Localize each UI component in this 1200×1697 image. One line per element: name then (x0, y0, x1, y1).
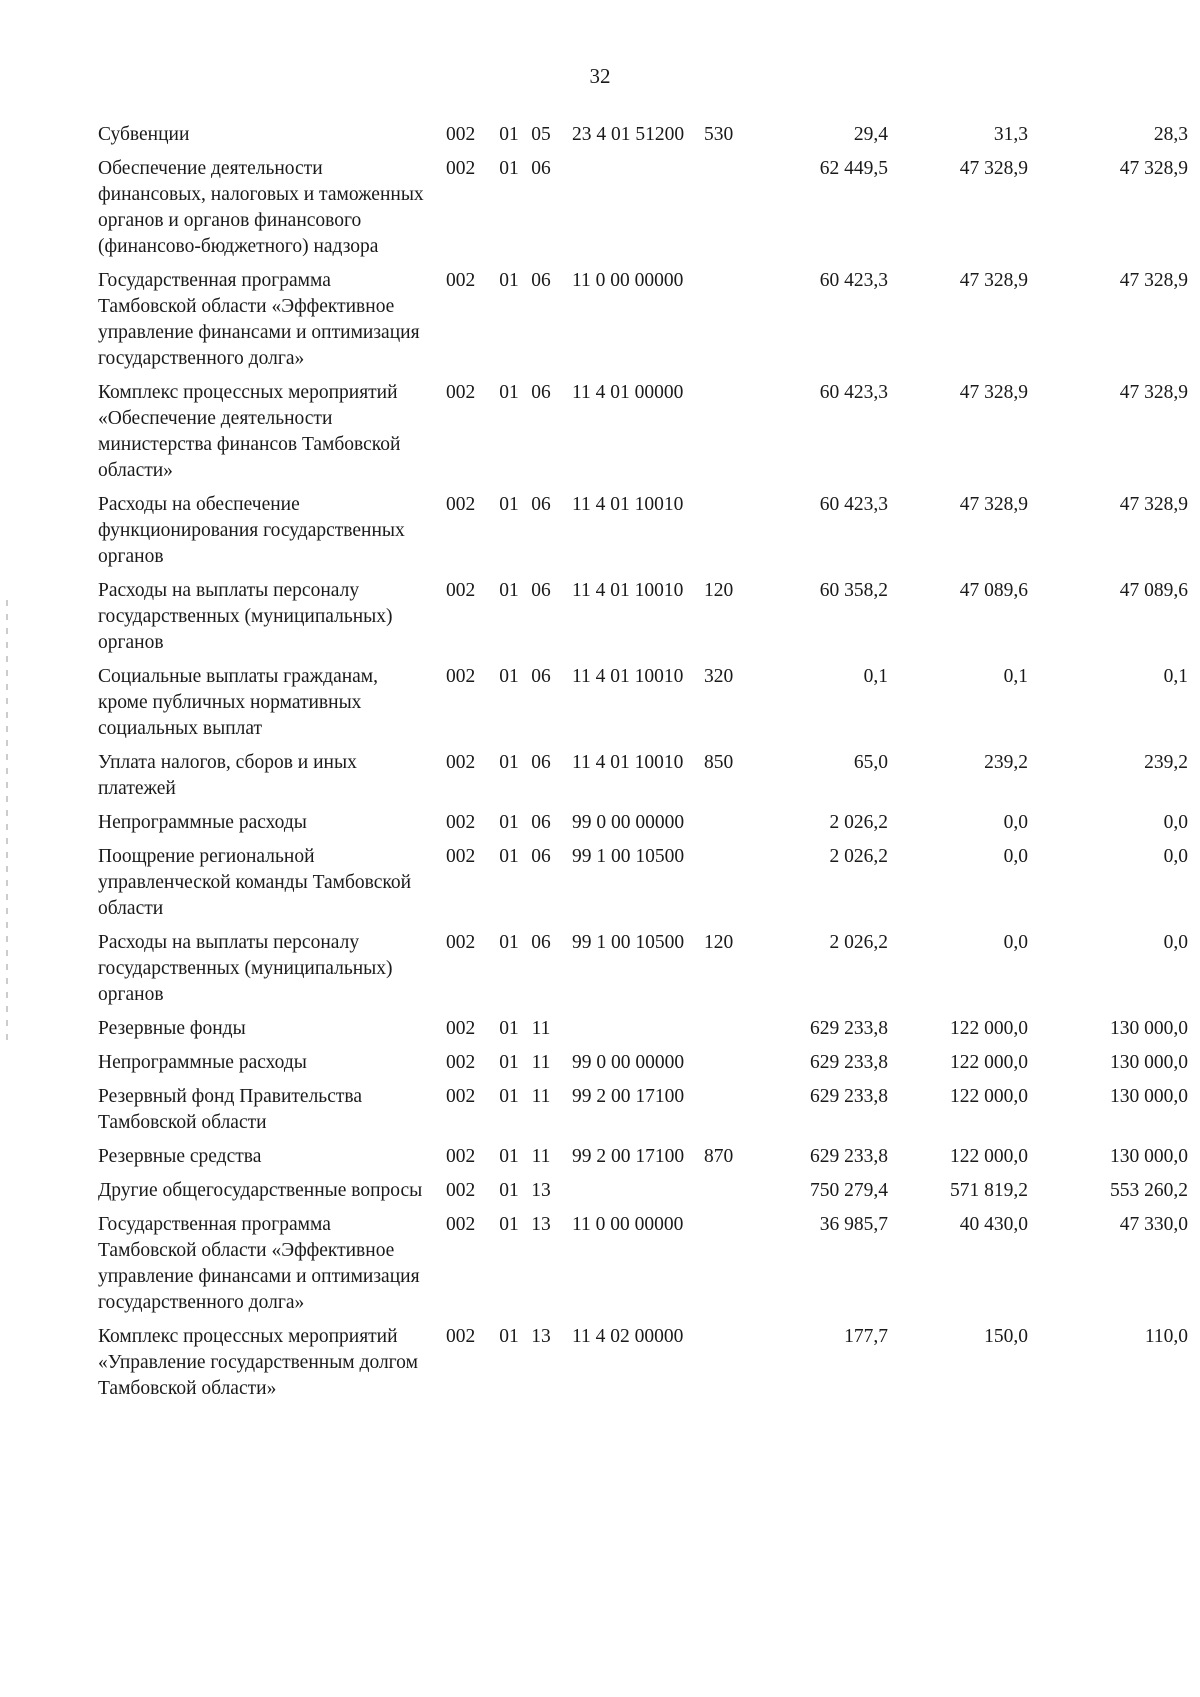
subsection-code: 13 (531, 1326, 551, 1347)
expense-type-code: 120 (704, 580, 734, 601)
amount-year-1: 2 026,2 (829, 812, 888, 833)
target-article-code: 11 4 01 00000 (572, 382, 684, 403)
amount-year-1: 36 985,7 (819, 1214, 888, 1235)
subsection-code: 06 (531, 382, 551, 403)
expense-name: Расходы на выплаты персоналу государственных (муниципальных) органов (98, 580, 393, 653)
subsection-code: 06 (531, 580, 551, 601)
expense-name: Резервные фонды (98, 1018, 246, 1039)
table-row (98, 578, 1188, 664)
amount-year-2: 0,1 (1003, 666, 1028, 687)
target-article-code (556, 156, 704, 268)
scan-edge-mark (6, 600, 8, 1040)
section-code: 01 (499, 124, 519, 145)
budget-table-body (98, 122, 1188, 1410)
expense-type-code: 320 (704, 666, 734, 687)
section-code: 01 (499, 1180, 519, 1201)
subsection-code: 06 (531, 932, 551, 953)
subsection-code: 11 (531, 1018, 551, 1039)
amount-year-3: 47 328,9 (1119, 270, 1188, 291)
amount-year-1: 65,0 (853, 752, 888, 773)
subsection-code: 11 (531, 1086, 551, 1107)
target-article-code (556, 1016, 704, 1050)
org-code: 002 (446, 666, 476, 687)
org-code: 002 (446, 494, 476, 515)
amount-year-3: 553 260,2 (1110, 1180, 1188, 1201)
target-article-code: 11 4 01 10010 (572, 494, 684, 515)
expense-type-code: 870 (704, 1146, 734, 1167)
table-row (98, 268, 1188, 380)
amount-year-1: 60 423,3 (819, 270, 888, 291)
table-row (98, 1016, 1188, 1050)
amount-year-3: 110,0 (1144, 1326, 1188, 1347)
expense-name: Поощрение региональной управленческой команды Тамбовской области (98, 846, 412, 919)
amount-year-1: 62 449,5 (819, 158, 888, 179)
amount-year-3: 130 000,0 (1110, 1052, 1188, 1073)
section-code: 01 (499, 846, 519, 867)
expense-type-code: 120 (704, 932, 734, 953)
org-code: 002 (446, 270, 476, 291)
amount-year-2: 0,0 (1003, 812, 1028, 833)
table-row (98, 750, 1188, 810)
table-row (98, 156, 1188, 268)
subsection-code: 05 (531, 124, 551, 145)
amount-year-1: 2 026,2 (829, 846, 888, 867)
subsection-code: 06 (531, 666, 551, 687)
expense-type-code (704, 1178, 764, 1212)
amount-year-2: 47 328,9 (959, 270, 1028, 291)
expense-type-code (704, 1324, 764, 1410)
org-code: 002 (446, 158, 476, 179)
org-code: 002 (446, 752, 476, 773)
target-article-code: 99 0 00 00000 (572, 812, 685, 833)
amount-year-2: 47 328,9 (959, 382, 1028, 403)
amount-year-1: 60 423,3 (819, 382, 888, 403)
section-code: 01 (499, 812, 519, 833)
amount-year-1: 60 358,2 (819, 580, 888, 601)
org-code: 002 (446, 1086, 476, 1107)
subsection-code: 06 (531, 494, 551, 515)
budget-table-container (98, 122, 1188, 1410)
expense-name: Непрограммные расходы (98, 812, 307, 833)
expense-name: Комплекс процессных мероприятий «Обеспечение деятельности министерства финансов Тамбовской области» (98, 382, 401, 481)
subsection-code: 13 (531, 1214, 551, 1235)
amount-year-3: 47 330,0 (1119, 1214, 1188, 1235)
org-code: 002 (446, 846, 476, 867)
amount-year-2: 571 819,2 (950, 1180, 1028, 1201)
table-row (98, 810, 1188, 844)
expense-type-code (704, 156, 764, 268)
amount-year-1: 629 233,8 (810, 1146, 888, 1167)
expense-type-code (704, 844, 764, 930)
amount-year-1: 0,1 (863, 666, 888, 687)
target-article-code: 99 0 00 00000 (572, 1052, 685, 1073)
amount-year-3: 130 000,0 (1110, 1086, 1188, 1107)
table-row (98, 1324, 1188, 1410)
table-row (98, 1212, 1188, 1324)
expense-type-code (704, 1050, 764, 1084)
amount-year-1: 60 423,3 (819, 494, 888, 515)
section-code: 01 (499, 666, 519, 687)
amount-year-3: 47 328,9 (1119, 158, 1188, 179)
org-code: 002 (446, 932, 476, 953)
target-article-code: 99 1 00 10500 (572, 932, 685, 953)
table-row (98, 380, 1188, 492)
expense-type-code (704, 1084, 764, 1144)
expense-name: Обеспечение деятельности финансовых, налоговых и таможенных органов и органов финансового (финансово-бюджетного) надзора (98, 158, 424, 257)
amount-year-2: 150,0 (984, 1326, 1028, 1347)
amount-year-3: 0,0 (1163, 932, 1188, 953)
expense-type-code (704, 810, 764, 844)
amount-year-2: 47 328,9 (959, 158, 1028, 179)
subsection-code: 11 (531, 1146, 551, 1167)
amount-year-3: 0,0 (1163, 846, 1188, 867)
section-code: 01 (499, 1018, 519, 1039)
amount-year-1: 29,4 (853, 124, 888, 145)
expense-name: Комплекс процессных мероприятий «Управление государственным долгом Тамбовской области» (98, 1326, 418, 1399)
amount-year-2: 122 000,0 (950, 1052, 1028, 1073)
table-row (98, 664, 1188, 750)
subsection-code: 06 (531, 846, 551, 867)
amount-year-3: 47 328,9 (1119, 382, 1188, 403)
target-article-code: 11 4 02 00000 (572, 1326, 684, 1347)
section-code: 01 (499, 1052, 519, 1073)
section-code: 01 (499, 1214, 519, 1235)
expense-type-code (704, 492, 764, 578)
expense-name: Государственная программа Тамбовской области «Эффективное управление финансами и оптимизация государственного долга» (98, 1214, 420, 1313)
section-code: 01 (499, 382, 519, 403)
amount-year-3: 47 089,6 (1119, 580, 1188, 601)
section-code: 01 (499, 494, 519, 515)
section-code: 01 (499, 1146, 519, 1167)
table-row (98, 1084, 1188, 1144)
amount-year-3: 239,2 (1144, 752, 1188, 773)
amount-year-2: 122 000,0 (950, 1086, 1028, 1107)
section-code: 01 (499, 1086, 519, 1107)
amount-year-2: 122 000,0 (950, 1146, 1028, 1167)
expense-name: Субвенции (98, 124, 190, 145)
target-article-code: 99 2 00 17100 (572, 1146, 685, 1167)
expense-type-code (704, 1212, 764, 1324)
page-number: 32 (589, 64, 611, 88)
expense-name: Социальные выплаты гражданам, кроме публичных нормативных социальных выплат (98, 666, 379, 739)
expense-type-code (704, 268, 764, 380)
section-code: 01 (499, 270, 519, 291)
expense-name: Расходы на обеспечение функционирования государственных органов (98, 494, 405, 567)
section-code: 01 (499, 932, 519, 953)
target-article-code: 11 4 01 10010 (572, 580, 684, 601)
expense-name: Расходы на выплаты персоналу государственных (муниципальных) органов (98, 932, 393, 1005)
section-code: 01 (499, 1326, 519, 1347)
amount-year-2: 47 328,9 (959, 494, 1028, 515)
expense-name: Другие общегосударственные вопросы (98, 1180, 423, 1201)
budget-table (98, 122, 1188, 1410)
target-article-code (556, 1178, 704, 1212)
target-article-code: 99 1 00 10500 (572, 846, 685, 867)
target-article-code: 11 0 00 00000 (572, 270, 684, 291)
expense-type-code: 850 (704, 752, 734, 773)
expense-type-code (704, 380, 764, 492)
table-row (98, 1178, 1188, 1212)
subsection-code: 06 (531, 752, 551, 773)
expense-type-code: 530 (704, 124, 734, 145)
amount-year-3: 130 000,0 (1110, 1018, 1188, 1039)
target-article-code: 11 4 01 10010 (572, 666, 684, 687)
table-row (98, 1144, 1188, 1178)
amount-year-1: 177,7 (844, 1326, 888, 1347)
table-row (98, 492, 1188, 578)
expense-name: Государственная программа Тамбовской области «Эффективное управление финансами и оптимизация государственного долга» (98, 270, 420, 369)
section-code: 01 (499, 752, 519, 773)
org-code: 002 (446, 1326, 476, 1347)
subsection-code: 13 (531, 1180, 551, 1201)
expense-name: Резервные средства (98, 1146, 262, 1167)
amount-year-3: 130 000,0 (1110, 1146, 1188, 1167)
table-row (98, 1050, 1188, 1084)
amount-year-3: 28,3 (1153, 124, 1188, 145)
subsection-code: 06 (531, 812, 551, 833)
table-row (98, 122, 1188, 156)
target-article-code: 11 0 00 00000 (572, 1214, 684, 1235)
amount-year-1: 629 233,8 (810, 1018, 888, 1039)
amount-year-2: 47 089,6 (959, 580, 1028, 601)
org-code: 002 (446, 1018, 476, 1039)
subsection-code: 06 (531, 270, 551, 291)
org-code: 002 (446, 812, 476, 833)
org-code: 002 (446, 1052, 476, 1073)
org-code: 002 (446, 1146, 476, 1167)
amount-year-1: 629 233,8 (810, 1086, 888, 1107)
amount-year-2: 122 000,0 (950, 1018, 1028, 1039)
amount-year-3: 0,1 (1163, 666, 1188, 687)
amount-year-1: 2 026,2 (829, 932, 888, 953)
subsection-code: 06 (531, 158, 551, 179)
amount-year-2: 31,3 (993, 124, 1028, 145)
table-row (98, 844, 1188, 930)
expense-name: Уплата налогов, сборов и иных платежей (98, 752, 357, 799)
amount-year-2: 0,0 (1003, 932, 1028, 953)
amount-year-3: 0,0 (1163, 812, 1188, 833)
target-article-code: 11 4 01 10010 (572, 752, 684, 773)
expense-name: Непрограммные расходы (98, 1052, 307, 1073)
table-row (98, 930, 1188, 1016)
expense-type-code (704, 1016, 764, 1050)
target-article-code: 23 4 01 51200 (572, 124, 685, 145)
amount-year-2: 239,2 (984, 752, 1028, 773)
subsection-code: 11 (531, 1052, 551, 1073)
expense-name: Резервный фонд Правительства Тамбовской области (98, 1086, 362, 1133)
org-code: 002 (446, 1214, 476, 1235)
amount-year-2: 40 430,0 (959, 1214, 1028, 1235)
amount-year-1: 629 233,8 (810, 1052, 888, 1073)
org-code: 002 (446, 580, 476, 601)
section-code: 01 (499, 158, 519, 179)
amount-year-2: 0,0 (1003, 846, 1028, 867)
amount-year-3: 47 328,9 (1119, 494, 1188, 515)
section-code: 01 (499, 580, 519, 601)
org-code: 002 (446, 124, 476, 145)
org-code: 002 (446, 382, 476, 403)
target-article-code: 99 2 00 17100 (572, 1086, 685, 1107)
org-code: 002 (446, 1180, 476, 1201)
amount-year-1: 750 279,4 (810, 1180, 888, 1201)
